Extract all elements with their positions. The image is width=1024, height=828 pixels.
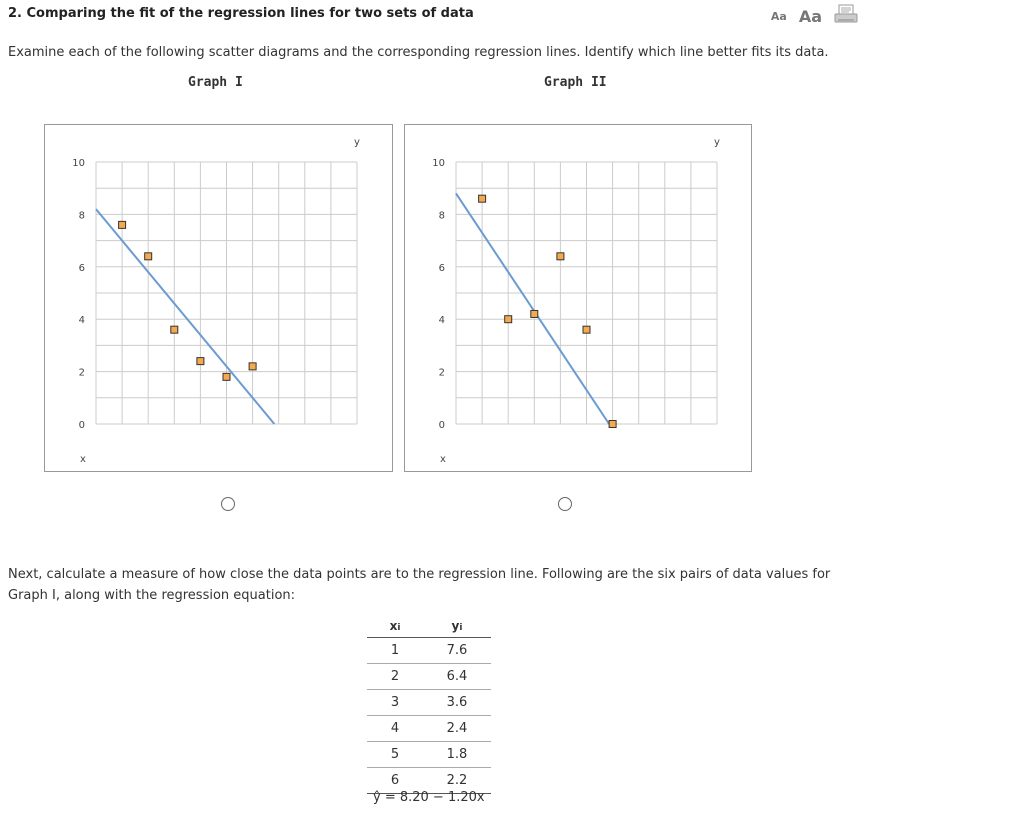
data-point [505,316,512,323]
y-tick-label: 6 [438,262,445,274]
graph1-chart [44,124,393,472]
table-row [367,716,491,742]
x-value: 6 [390,773,400,788]
y-tick-label: 4 [438,315,445,327]
regression-equation: ŷ = 8.20 − 1.20x [373,790,485,805]
y-tick-label: 2 [438,367,445,379]
graph2-title: Graph II [544,75,607,90]
y-value: 2.2 [446,773,468,788]
data-point [583,326,590,333]
instructions: Examine each of the following scatter diagrams and the corresponding regression lines. Identify which line better fits its data. [8,45,829,60]
graph2-svg [405,125,751,471]
graph1-svg [45,125,392,471]
y-tick-label: 8 [438,210,445,222]
data-point [531,310,538,317]
question-title: 2. Comparing the fit of the regression lines for two sets of data [8,6,474,21]
y-value: 3.6 [446,695,468,710]
data-point [145,253,152,260]
y-tick-label: 0 [78,420,85,431]
data-point [119,221,126,228]
y-value: 6.4 [446,669,468,684]
font-large-button[interactable]: Aa [798,6,822,26]
data-point [197,358,204,365]
graph2-chart [404,124,752,472]
part2-instructions: Next, calculate a measure of how close the data points are to the regression line. Following are the six pairs of data values for Graph I, along with the regression equation: [8,567,831,603]
x-value: 3 [390,695,400,710]
data-point [223,373,230,380]
x-value: 4 [390,721,400,736]
data-point [479,195,486,202]
font-size-controls [771,4,858,28]
font-small-button[interactable]: Aa [770,9,787,23]
regression-line [96,209,274,424]
x-value: 5 [390,747,400,762]
y-value: 2.4 [446,721,468,736]
y-tick-label: 4 [78,315,85,327]
y-value: 7.6 [446,643,468,658]
data-point [557,253,564,260]
y-tick-label: 0 [438,420,445,431]
table-header-row [367,615,491,638]
graph2-radio[interactable] [558,497,572,511]
table-row [367,690,491,716]
y-axis-label: y [714,137,720,148]
data-point [609,421,616,428]
table-row [367,664,491,690]
y-axis-label: y [354,137,360,148]
y-value: 1.8 [446,747,468,762]
table-row [367,742,491,768]
y-tick-label: 10 [432,158,445,169]
y-tick-label: 6 [78,262,85,274]
x-header: xi [389,619,401,633]
graph1-title: Graph I [188,75,243,90]
x-value: 1 [390,643,400,658]
data-table [367,615,491,794]
y-header: yi [451,619,463,633]
graph1-radio[interactable] [221,497,235,511]
y-tick-label: 10 [72,158,85,169]
x-value: 2 [390,669,400,684]
y-tick-label: 2 [78,367,85,379]
x-axis-label: x [80,454,86,465]
print-icon[interactable] [834,4,858,28]
y-tick-label: 8 [78,210,85,222]
data-point [249,363,256,370]
data-point [171,326,178,333]
x-axis-label: x [440,454,446,465]
table-row [367,638,491,664]
